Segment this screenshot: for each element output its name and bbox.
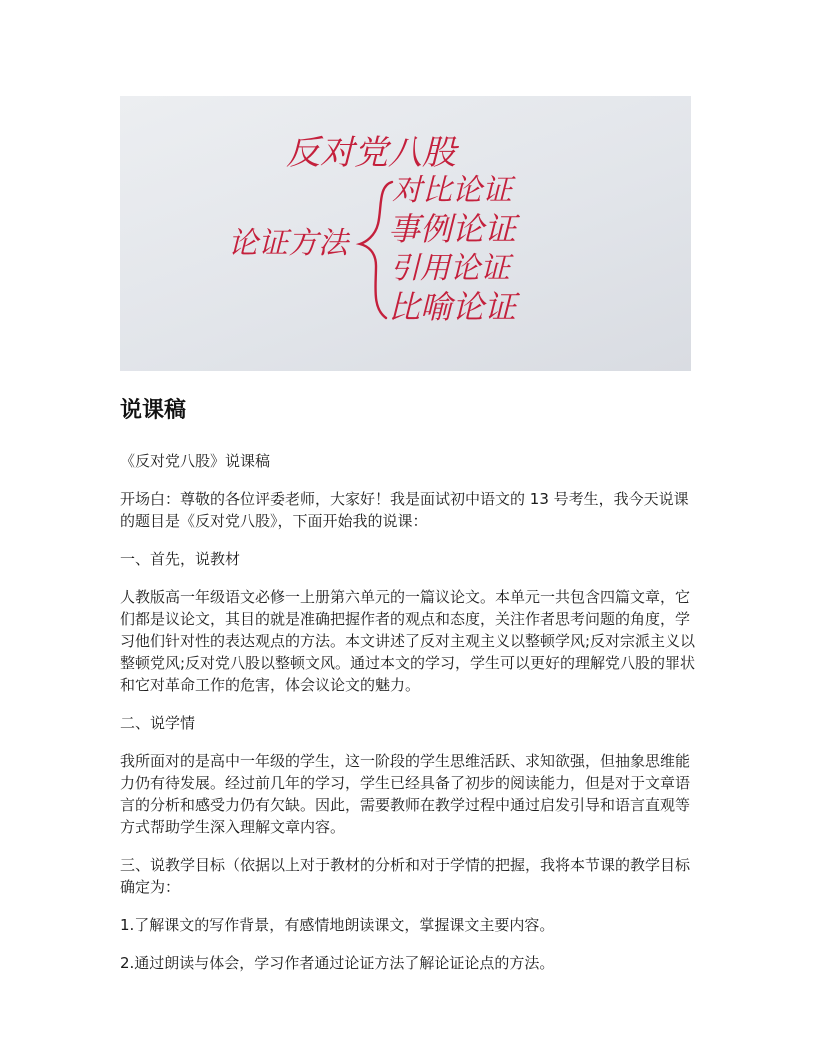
section-heading-textbook: 一、首先，说教材 [120,550,241,568]
objective-item-2: 2.通过朗读与体会，学习作者通过论证方法了解论证论点的方法。 [120,954,555,972]
document-body [120,450,700,990]
note-method-4: 比喻论证 [388,288,517,326]
section-heading-objectives: 三、说教学目标（依据以上对于教材的分析和对于学情的把握，我将本节课的教学目标确定为： [120,856,691,896]
handwritten-note-photo [120,96,691,371]
note-method-1: 对比论证 [392,173,512,208]
note-method-3: 引用论证 [390,251,510,286]
handwriting-svg [120,96,691,371]
objective-item-1: 1.了解课文的写作背景，有感情地朗读课文，掌握课文主要内容。 [120,916,555,934]
opening-paragraph: 开场白：尊敬的各位评委老师，大家好！我是面试初中语文的 13 号考生，我今天说课的题目是《反对党八股》，下面开始我的说课： [120,490,689,530]
doc-subtitle: 《反对党八股》说课稿 [120,452,271,470]
page-title: 说课稿 [120,398,187,423]
note-method-label: 论证方法 [228,226,348,261]
note-method-2: 事例论证 [388,210,517,248]
note-topic: 反对党八股 [286,133,456,173]
section-heading-students: 二、说学情 [120,714,196,732]
students-paragraph: 我所面对的是高中一年级的学生，这一阶段的学生思维活跃、求知欲强，但抽象思维能力仍有待发展。经过前几年的学习，学生已经具备了初步的阅读能力，但是对于文章语言的分析和感受力仍有欠缺。因此，需要教师在教学过程中通过启发引导和语言直观等方式帮助学生深入理解文章内容。 [120,752,691,836]
textbook-paragraph: 人教版高一年级语文必修一上册第六单元的一篇议论文。本单元一共包含四篇文章，它们都是议论文，其目的就是准确把握作者的观点和态度，关注作者思考问题的角度，学习他们针对性的表达观点的方法。本文讲述了反对主观主义以整顿学风;反对宗派主义以整顿党风;反对党八股以整顿文风。通过本文的学习，学生可以更好的理解党八股的罪状和它对革命工作的危害，体会议论文的魅力。 [120,588,696,694]
